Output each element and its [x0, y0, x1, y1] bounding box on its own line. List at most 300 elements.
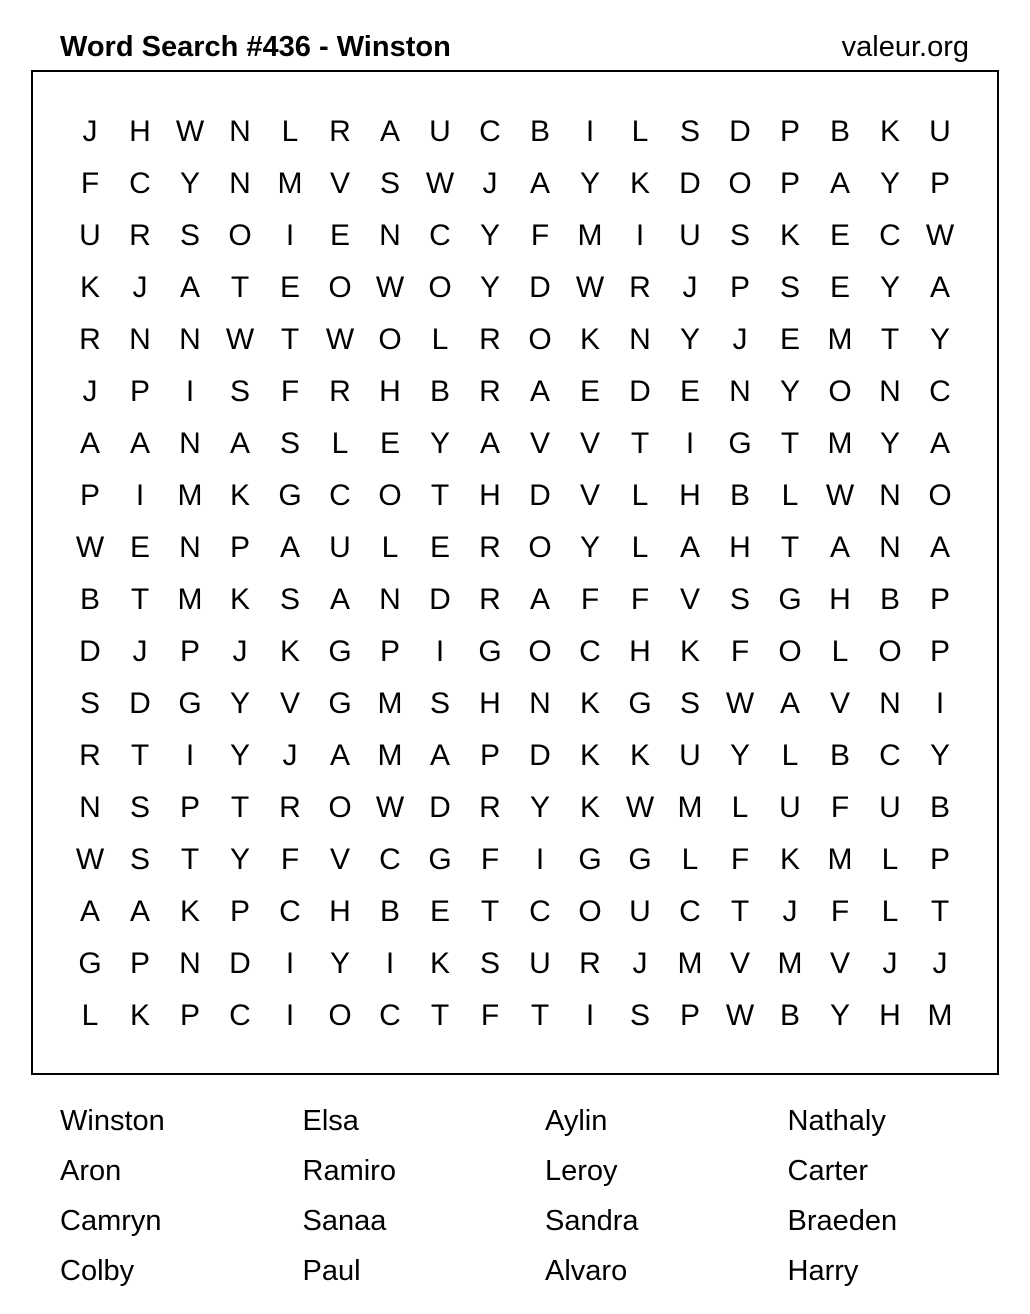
grid-cell: D	[729, 115, 751, 148]
grid-cell: U	[879, 791, 901, 824]
grid-cell: O	[778, 635, 802, 668]
grid-cell: F	[730, 843, 750, 876]
grid-cell: R	[79, 739, 101, 772]
grid-cell: V	[829, 947, 850, 980]
grid-cell: B	[429, 375, 450, 408]
grid-cell: B	[529, 115, 550, 148]
grid-cell: G	[428, 843, 452, 876]
grid-cell: Y	[229, 687, 250, 720]
grid-cell: M	[777, 947, 803, 980]
word-list-item: Aron	[60, 1155, 122, 1187]
grid-cell: P	[229, 531, 250, 564]
grid-cell: P	[929, 167, 950, 200]
grid-cell: T	[130, 583, 150, 616]
grid-cell: K	[179, 895, 200, 928]
grid-cell: Y	[879, 271, 900, 304]
grid-cell: Y	[179, 167, 200, 200]
grid-cell: H	[379, 375, 401, 408]
grid-cell: P	[679, 999, 700, 1032]
grid-cell: P	[929, 635, 950, 668]
grid-cell: A	[179, 271, 200, 304]
grid-cell: B	[829, 739, 850, 772]
grid-cell: W	[725, 687, 755, 720]
grid-cell: O	[378, 479, 402, 512]
grid-cell: I	[285, 999, 295, 1032]
grid-cell: A	[79, 895, 100, 928]
grid-cell: G	[178, 687, 202, 720]
grid-cell: S	[629, 999, 650, 1032]
grid-cell: K	[679, 635, 700, 668]
grid-cell: A	[679, 531, 700, 564]
grid-cell: A	[229, 427, 250, 460]
grid-cell: E	[429, 531, 450, 564]
grid-cell: J	[682, 271, 698, 304]
grid-cell: J	[132, 635, 148, 668]
grid-cell: F	[830, 791, 850, 824]
grid-cell: A	[529, 583, 550, 616]
grid-cell: M	[377, 687, 403, 720]
grid-cell: Y	[779, 375, 800, 408]
grid-cell: S	[129, 843, 150, 876]
grid-cell: T	[630, 427, 650, 460]
grid-cell: A	[929, 531, 950, 564]
grid-cell: O	[528, 531, 552, 564]
grid-cell: S	[729, 219, 750, 252]
grid-cell: C	[379, 999, 401, 1032]
grid-cell: T	[180, 843, 200, 876]
grid-cell: N	[879, 375, 901, 408]
grid-cell: S	[279, 427, 300, 460]
word-list-item: Winston	[60, 1105, 165, 1137]
grid-cell: C	[579, 635, 601, 668]
grid-cell: H	[479, 479, 501, 512]
grid-cell: F	[530, 219, 550, 252]
grid-cell: R	[129, 219, 151, 252]
grid-cell: A	[829, 167, 850, 200]
grid-cell: O	[928, 479, 952, 512]
grid-cell: N	[529, 687, 551, 720]
grid-cell: I	[135, 479, 145, 512]
grid-cell: K	[79, 271, 100, 304]
grid-cell: R	[629, 271, 651, 304]
grid-cell: F	[580, 583, 600, 616]
grid-cell: Y	[879, 167, 900, 200]
grid-cell: E	[829, 219, 850, 252]
grid-cell: P	[779, 115, 800, 148]
grid-cell: A	[429, 739, 450, 772]
grid-cell: E	[379, 427, 400, 460]
grid-cell: J	[132, 271, 148, 304]
grid-cell: W	[325, 323, 355, 356]
grid-cell: C	[279, 895, 301, 928]
grid-cell: B	[879, 583, 900, 616]
grid-cell: Y	[329, 947, 350, 980]
grid-cell: S	[79, 687, 100, 720]
grid-cell: A	[379, 115, 400, 148]
grid-cell: M	[927, 999, 953, 1032]
grid-cell: H	[329, 895, 351, 928]
grid-cell: O	[328, 791, 352, 824]
grid-cell: K	[779, 219, 800, 252]
grid-cell: O	[878, 635, 902, 668]
grid-cell: D	[629, 375, 651, 408]
grid-cell: K	[579, 791, 600, 824]
grid-cell: L	[781, 739, 799, 772]
grid-cell: J	[282, 739, 298, 772]
grid-cell: D	[529, 271, 551, 304]
grid-cell: J	[82, 115, 98, 148]
grid-cell: Y	[229, 739, 250, 772]
grid-cell: L	[831, 635, 849, 668]
grid-cell: E	[679, 375, 700, 408]
grid-cell: Y	[429, 427, 450, 460]
grid-cell: J	[232, 635, 248, 668]
grid-cell: F	[280, 375, 300, 408]
grid-cell: O	[578, 895, 602, 928]
grid-cell: A	[929, 427, 950, 460]
grid-cell: F	[480, 999, 500, 1032]
grid-cell: N	[179, 323, 201, 356]
grid-cell: Y	[729, 739, 750, 772]
grid-cell: G	[628, 687, 652, 720]
word-list-item: Elsa	[302, 1105, 359, 1137]
grid-cell: W	[75, 843, 105, 876]
word-list-item: Alvaro	[545, 1255, 628, 1287]
grid-cell: K	[629, 167, 650, 200]
grid-cell: L	[631, 531, 649, 564]
grid-cell: M	[827, 427, 853, 460]
grid-cell: G	[578, 843, 602, 876]
grid-cell: K	[129, 999, 150, 1032]
grid-cell: L	[431, 323, 449, 356]
grid-cell: O	[328, 999, 352, 1032]
grid-cell: P	[129, 375, 150, 408]
grid-cell: M	[177, 479, 203, 512]
grid-cell: P	[729, 271, 750, 304]
grid-cell: B	[379, 895, 400, 928]
word-list-item: Colby	[60, 1255, 135, 1287]
grid-cell: V	[679, 583, 700, 616]
grid-cell: K	[429, 947, 450, 980]
grid-cell: T	[130, 739, 150, 772]
grid-cell: A	[329, 583, 350, 616]
grid-cell: V	[279, 687, 300, 720]
puzzle-box	[31, 70, 999, 1075]
grid-cell: C	[879, 219, 901, 252]
grid-cell: P	[229, 895, 250, 928]
grid-cell: H	[129, 115, 151, 148]
word-list-item: Sandra	[545, 1205, 639, 1237]
grid-cell: R	[579, 947, 601, 980]
grid-cell: I	[635, 219, 645, 252]
grid-cell: D	[429, 791, 451, 824]
grid-cell: V	[329, 843, 350, 876]
grid-cell: Y	[579, 167, 600, 200]
grid-cell: Y	[529, 791, 550, 824]
grid-cell: T	[280, 323, 300, 356]
grid-cell: Y	[229, 843, 250, 876]
word-list-item: Camryn	[60, 1205, 162, 1237]
grid-cell: N	[729, 375, 751, 408]
grid-cell: R	[479, 531, 501, 564]
grid-cell: V	[579, 427, 600, 460]
grid-cell: B	[829, 115, 850, 148]
grid-cell: N	[229, 167, 251, 200]
grid-cell: A	[329, 739, 350, 772]
grid-cell: S	[729, 583, 750, 616]
grid-cell: D	[79, 635, 101, 668]
grid-cell: Y	[679, 323, 700, 356]
grid-cell: D	[129, 687, 151, 720]
grid-cell: S	[229, 375, 250, 408]
grid-cell: N	[179, 947, 201, 980]
word-list-item: Aylin	[545, 1105, 608, 1137]
word-list-item: Carter	[787, 1155, 869, 1187]
grid-cell: M	[277, 167, 303, 200]
grid-cell: E	[829, 271, 850, 304]
grid-cell: P	[179, 791, 200, 824]
grid-cell: I	[285, 219, 295, 252]
site-name: valeur.org	[841, 31, 969, 63]
grid-cell: M	[677, 947, 703, 980]
word-list-item: Ramiro	[302, 1155, 396, 1187]
grid-cell: W	[575, 271, 605, 304]
grid-cell: I	[435, 635, 445, 668]
grid-cell: I	[285, 947, 295, 980]
grid-cell: S	[179, 219, 200, 252]
grid-cell: E	[129, 531, 150, 564]
grid-cell: S	[779, 271, 800, 304]
grid-cell: I	[185, 375, 195, 408]
grid-cell: D	[229, 947, 251, 980]
grid-cell: T	[730, 895, 750, 928]
grid-cell: C	[429, 219, 451, 252]
grid-cell: K	[879, 115, 900, 148]
grid-cell: N	[129, 323, 151, 356]
grid-cell: A	[279, 531, 300, 564]
grid-cell: K	[779, 843, 800, 876]
grid-cell: U	[779, 791, 801, 824]
grid-cell: I	[685, 427, 695, 460]
grid-cell: L	[631, 115, 649, 148]
grid-cell: O	[328, 271, 352, 304]
grid-cell: R	[479, 583, 501, 616]
grid-cell: W	[375, 791, 405, 824]
grid-cell: Y	[479, 271, 500, 304]
puzzle-title: Word Search #436 - Winston	[60, 31, 451, 63]
grid-cell: U	[529, 947, 551, 980]
grid-cell: C	[679, 895, 701, 928]
grid-cell: M	[827, 843, 853, 876]
grid-cell: Y	[929, 739, 950, 772]
grid-cell: P	[479, 739, 500, 772]
grid-cell: N	[229, 115, 251, 148]
grid-cell: S	[379, 167, 400, 200]
grid-cell: G	[328, 635, 352, 668]
grid-cell: A	[79, 427, 100, 460]
grid-cell: N	[879, 687, 901, 720]
grid-cell: R	[479, 375, 501, 408]
grid-cell: L	[781, 479, 799, 512]
grid-cell: E	[329, 219, 350, 252]
letter-grid	[65, 106, 965, 1042]
grid-cell: G	[628, 843, 652, 876]
grid-cell: V	[529, 427, 550, 460]
grid-cell: K	[579, 323, 600, 356]
grid-cell: J	[932, 947, 948, 980]
grid-cell: J	[482, 167, 498, 200]
grid-cell: K	[629, 739, 650, 772]
grid-cell: I	[585, 999, 595, 1032]
grid-cell: T	[480, 895, 500, 928]
grid-cell: O	[228, 219, 252, 252]
grid-cell: H	[729, 531, 751, 564]
grid-cell: P	[129, 947, 150, 980]
grid-cell: V	[579, 479, 600, 512]
word-list-item: Nathaly	[787, 1105, 886, 1137]
grid-cell: U	[329, 531, 351, 564]
grid-cell: W	[375, 271, 405, 304]
grid-cell: W	[825, 479, 855, 512]
grid-cell: R	[329, 115, 351, 148]
grid-cell: M	[377, 739, 403, 772]
grid-cell: L	[331, 427, 349, 460]
grid-cell: N	[879, 531, 901, 564]
grid-cell: J	[82, 375, 98, 408]
grid-cell: H	[879, 999, 901, 1032]
grid-cell: K	[579, 739, 600, 772]
grid-cell: S	[279, 583, 300, 616]
grid-cell: T	[530, 999, 550, 1032]
grid-cell: A	[479, 427, 500, 460]
grid-cell: P	[929, 843, 950, 876]
grid-cell: N	[179, 531, 201, 564]
grid-cell: W	[725, 999, 755, 1032]
grid-cell: U	[79, 219, 101, 252]
grid-cell: J	[782, 895, 798, 928]
grid-cell: W	[625, 791, 655, 824]
grid-cell: I	[935, 687, 945, 720]
grid-cell: K	[579, 687, 600, 720]
word-list-item: Harry	[787, 1255, 859, 1287]
grid-cell: S	[479, 947, 500, 980]
grid-cell: O	[828, 375, 852, 408]
grid-cell: O	[728, 167, 752, 200]
grid-cell: R	[479, 791, 501, 824]
grid-cell: O	[378, 323, 402, 356]
grid-cell: C	[479, 115, 501, 148]
grid-cell: C	[879, 739, 901, 772]
grid-cell: M	[827, 323, 853, 356]
grid-cell: C	[329, 479, 351, 512]
grid-cell: A	[929, 271, 950, 304]
grid-cell: D	[679, 167, 701, 200]
grid-cell: V	[829, 687, 850, 720]
grid-cell: L	[281, 115, 299, 148]
grid-cell: A	[829, 531, 850, 564]
word-list-item: Paul	[302, 1255, 361, 1287]
grid-cell: D	[429, 583, 451, 616]
grid-cell: W	[425, 167, 455, 200]
grid-cell: Y	[579, 531, 600, 564]
grid-cell: I	[185, 739, 195, 772]
grid-cell: T	[880, 323, 900, 356]
grid-cell: C	[929, 375, 951, 408]
grid-cell: S	[429, 687, 450, 720]
grid-cell: J	[882, 947, 898, 980]
grid-cell: L	[81, 999, 99, 1032]
grid-cell: F	[730, 635, 750, 668]
grid-cell: U	[429, 115, 451, 148]
grid-cell: P	[929, 583, 950, 616]
grid-cell: Y	[929, 323, 950, 356]
word-list	[60, 1096, 1030, 1296]
grid-cell: G	[728, 427, 752, 460]
grid-cell: L	[631, 479, 649, 512]
grid-cell: F	[830, 895, 850, 928]
grid-cell: R	[79, 323, 101, 356]
grid-cell: Y	[879, 427, 900, 460]
grid-cell: B	[79, 583, 100, 616]
grid-cell: T	[430, 479, 450, 512]
grid-cell: U	[679, 739, 701, 772]
grid-cell: E	[579, 375, 600, 408]
grid-cell: F	[280, 843, 300, 876]
grid-cell: L	[731, 791, 749, 824]
grid-cell: J	[632, 947, 648, 980]
grid-cell: A	[129, 427, 150, 460]
grid-cell: D	[529, 739, 551, 772]
grid-cell: F	[630, 583, 650, 616]
grid-cell: N	[379, 583, 401, 616]
grid-cell: S	[129, 791, 150, 824]
grid-cell: Y	[479, 219, 500, 252]
grid-cell: P	[179, 999, 200, 1032]
grid-cell: A	[779, 687, 800, 720]
grid-cell: T	[230, 271, 250, 304]
grid-cell: R	[479, 323, 501, 356]
grid-cell: H	[679, 479, 701, 512]
grid-cell: M	[677, 791, 703, 824]
grid-cell: G	[778, 583, 802, 616]
grid-cell: Y	[829, 999, 850, 1032]
grid-cell: M	[577, 219, 603, 252]
grid-cell: N	[379, 219, 401, 252]
grid-cell: W	[225, 323, 255, 356]
word-list-item: Leroy	[545, 1155, 618, 1187]
grid-cell: H	[829, 583, 851, 616]
grid-cell: H	[629, 635, 651, 668]
grid-cell: W	[75, 531, 105, 564]
grid-cell: A	[529, 375, 550, 408]
grid-cell: T	[780, 531, 800, 564]
grid-cell: F	[480, 843, 500, 876]
grid-cell: T	[230, 791, 250, 824]
grid-cell: P	[379, 635, 400, 668]
grid-cell: G	[78, 947, 102, 980]
grid-cell: L	[381, 531, 399, 564]
grid-cell: K	[229, 583, 250, 616]
grid-cell: L	[881, 843, 899, 876]
grid-cell: N	[629, 323, 651, 356]
grid-cell: R	[279, 791, 301, 824]
grid-cell: A	[129, 895, 150, 928]
word-list-item: Braeden	[787, 1205, 898, 1237]
grid-cell: K	[229, 479, 250, 512]
grid-cell: P	[79, 479, 100, 512]
grid-cell: T	[780, 427, 800, 460]
grid-cell: E	[779, 323, 800, 356]
